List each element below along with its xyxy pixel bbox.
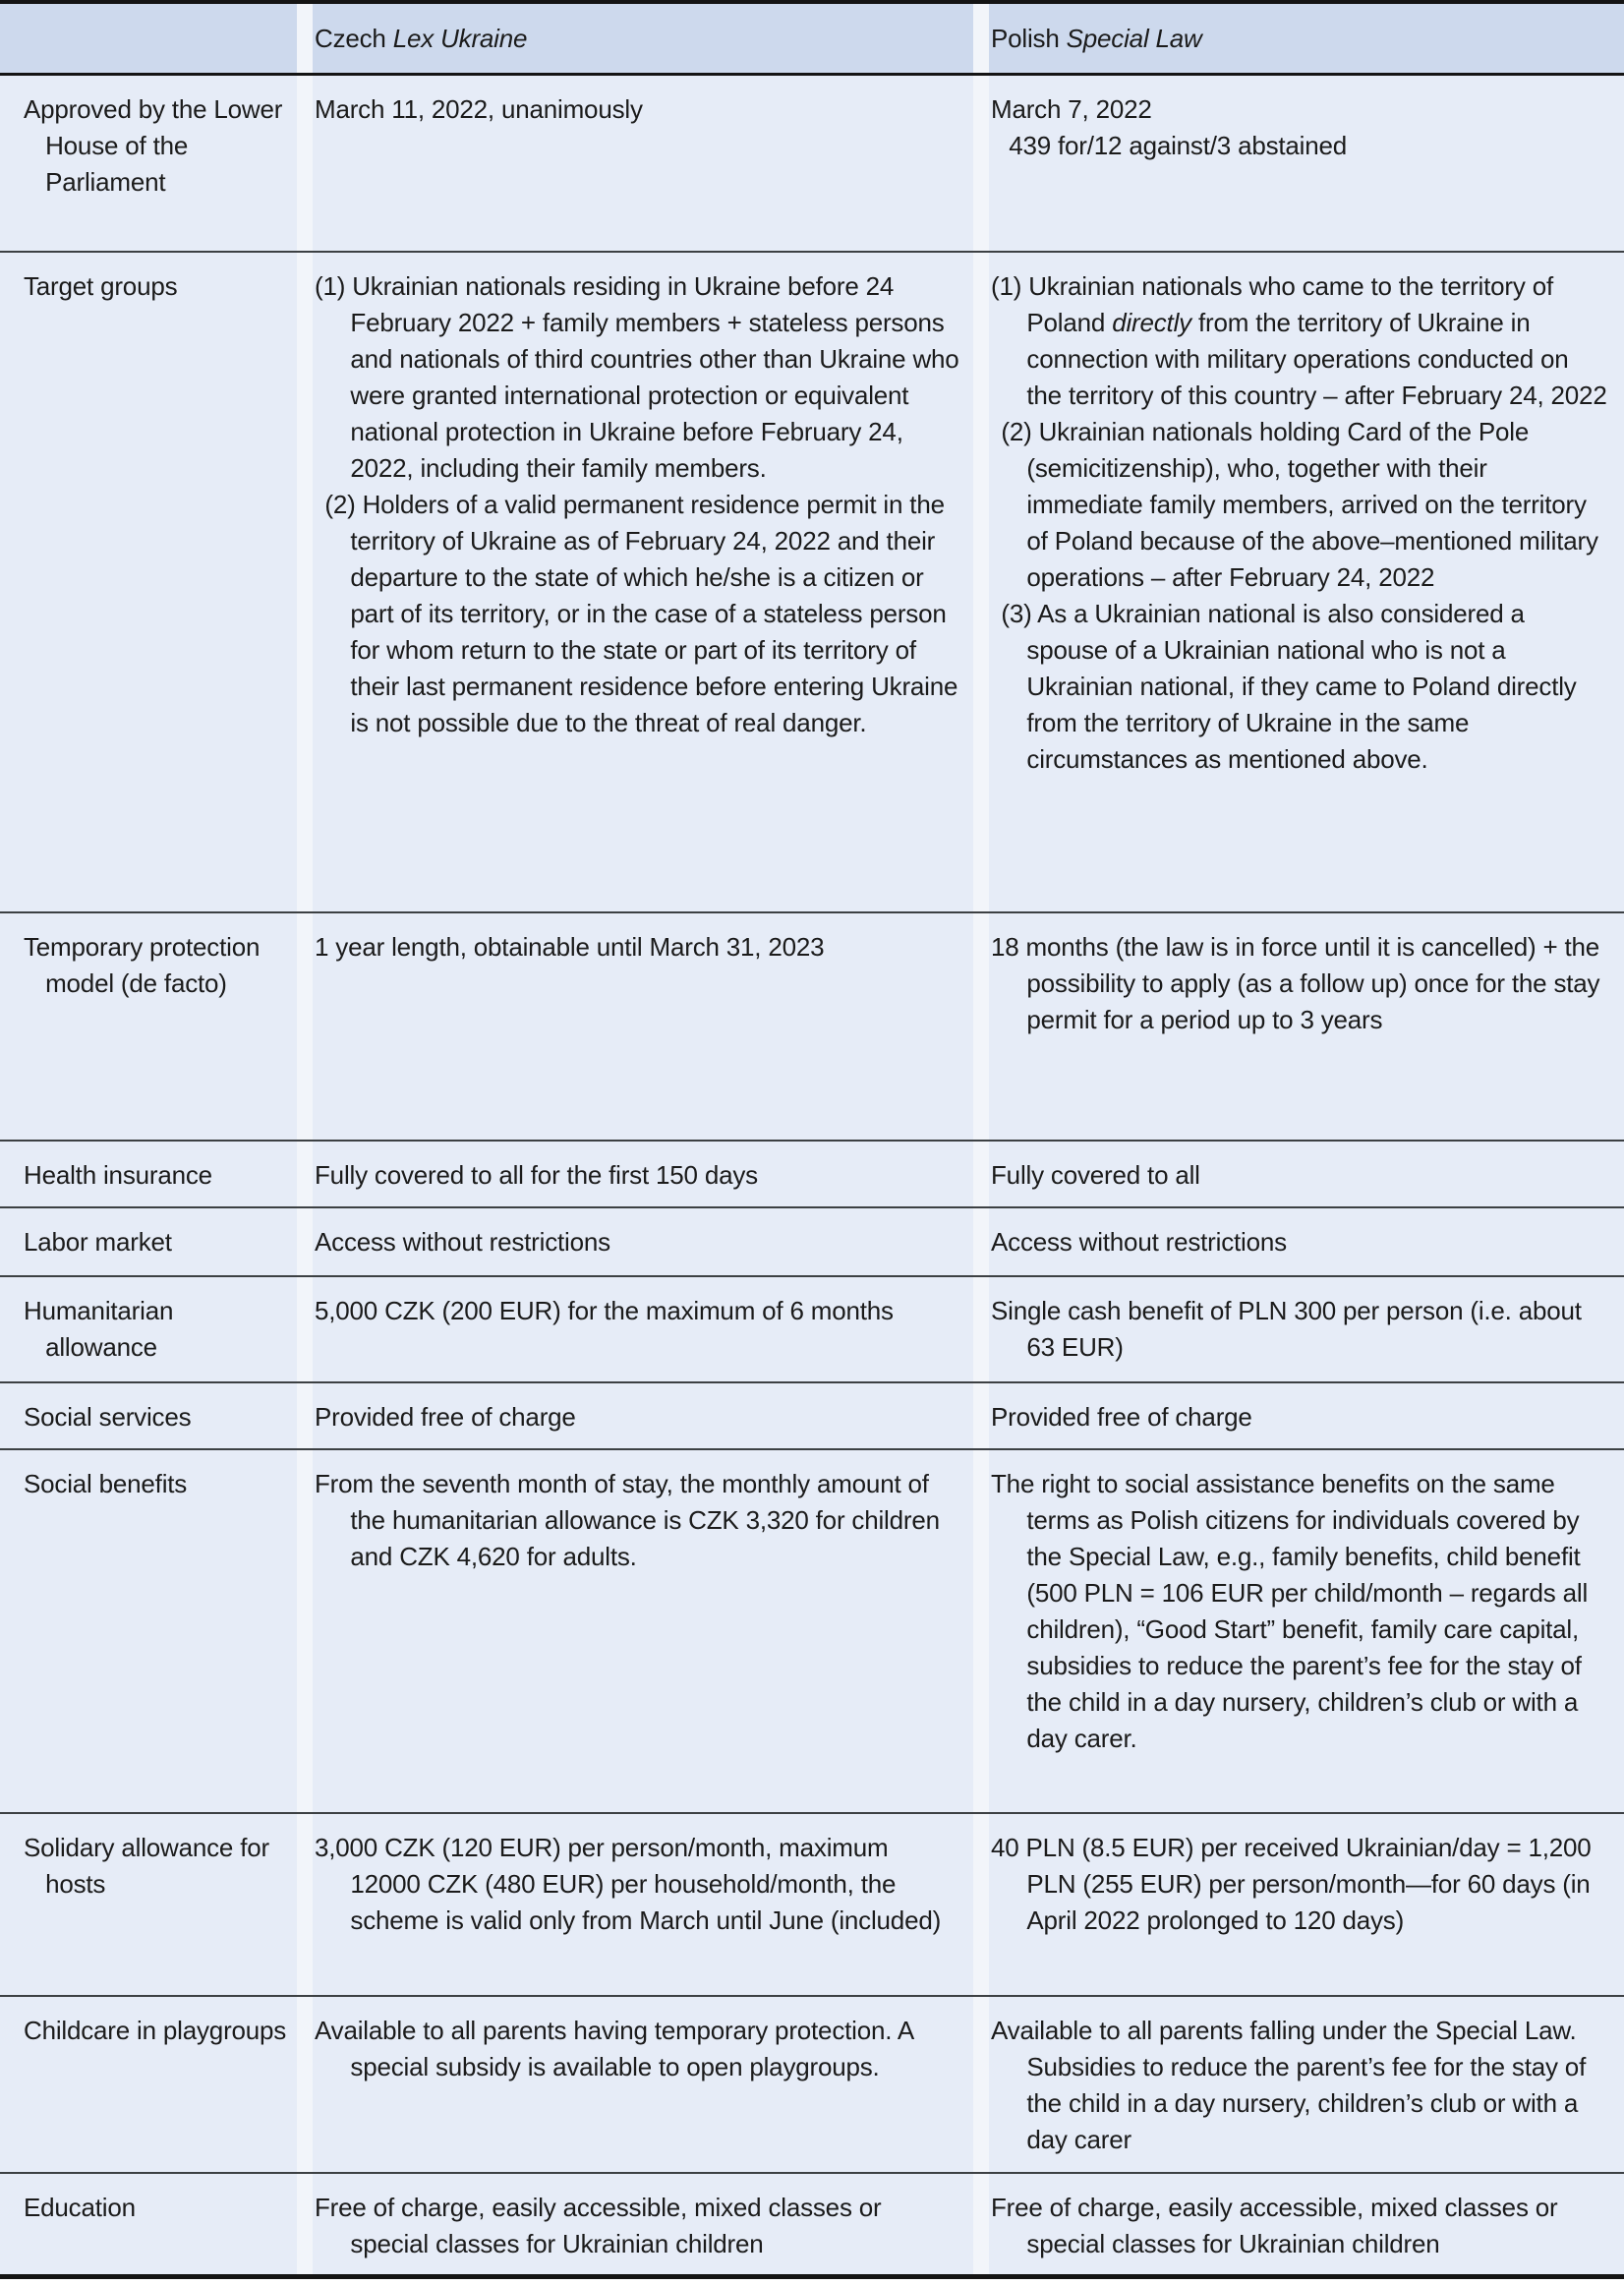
cell-paragraph <box>315 1293 959 1329</box>
cell-paragraph <box>315 1830 959 1939</box>
cell-paragraph <box>24 1830 289 1903</box>
text-segment: The right to social assistance benefits on the same terms as Polish citizens for individuals covered by the Special Law, e.g., family benefits, child benefit (500 PLN = 106 EUR per child/month – regards all children), “Good Start” benefit, family care capital, subsidies to reduce the parent’s fee for the stay of the child in a day nursery, children’s club or with a day carer. <box>991 1469 1589 1753</box>
polish-cell <box>989 76 1624 251</box>
header-cell-empty <box>0 4 297 73</box>
row-label-cell <box>0 1383 297 1448</box>
text-segment: Fully covered to all <box>991 1160 1200 1190</box>
header-cell-text <box>315 21 527 57</box>
cell-paragraph <box>315 91 959 128</box>
table-row <box>0 913 1624 1142</box>
text-segment: (1) Ukrainian nationals residing in Ukraine before 24 February 2022 + family members + stateless persons and nationals of third countries other than Ukraine who were granted international protection or equivalent national protection in Ukraine before February 24, 2022, including their family members. <box>315 271 959 483</box>
czech-cell <box>313 1142 973 1206</box>
table-row <box>0 1997 1624 2174</box>
table-row <box>0 1383 1624 1450</box>
cell-paragraph <box>315 1224 959 1260</box>
text-segment: From the seventh month of stay, the monthly amount of the humanitarian allowance is CZK 3,320 for children and CZK 4,620 for adults. <box>315 1469 940 1571</box>
text-segment: (1) Ukrainian nationals who came to the territory of Poland <box>991 271 1553 337</box>
text-segment: 40 PLN (8.5 EUR) per received Ukrainian/day = 1,200 PLN (255 EUR) per person/month—for 60 days (in April 2022 prolonged to 120 days) <box>991 1833 1592 1935</box>
table-row <box>0 1450 1624 1814</box>
header-cell-text <box>991 21 1202 57</box>
cell-paragraph <box>991 1830 1608 1939</box>
cell-paragraph <box>991 2190 1608 2262</box>
cell-paragraph <box>991 1399 1608 1435</box>
text-segment: Available to all parents falling under the Special Law. Subsidies to reduce the parent’s fee for the stay of the child in a day nursery, children’s club or with a day carer <box>991 2016 1587 2154</box>
polish-cell <box>989 1383 1624 1448</box>
text-segment: Provided free of charge <box>315 1402 576 1432</box>
cell-paragraph <box>24 91 289 201</box>
polish-cell <box>989 1997 1624 2172</box>
text-segment: March 7, 2022 <box>991 94 1152 124</box>
czech-cell <box>313 1277 973 1381</box>
row-label-cell <box>0 2174 297 2274</box>
cell-paragraph <box>991 414 1608 596</box>
table-row <box>0 2174 1624 2274</box>
cell-paragraph <box>991 128 1608 164</box>
table-header-row <box>0 4 1624 76</box>
text-segment: Czech <box>315 23 393 53</box>
czech-cell <box>313 1450 973 1812</box>
row-label-cell <box>0 1277 297 1381</box>
text-segment: Approved by the Lower House of the Parliament <box>24 94 283 197</box>
cell-paragraph <box>315 1466 959 1575</box>
cell-paragraph <box>991 268 1608 414</box>
cell-paragraph <box>24 2190 289 2226</box>
text-segment: Solidary allowance for hosts <box>24 1833 269 1899</box>
cell-paragraph <box>315 2013 959 2085</box>
czech-cell <box>313 2174 973 2274</box>
row-label-cell <box>0 1814 297 1995</box>
czech-cell <box>313 1383 973 1448</box>
table-row <box>0 76 1624 253</box>
row-label-cell <box>0 76 297 251</box>
table-row <box>0 1208 1624 1277</box>
text-segment: Fully covered to all for the first 150 days <box>315 1160 758 1190</box>
cell-paragraph <box>24 1293 289 1366</box>
text-segment: Labor market <box>24 1227 172 1257</box>
table-row <box>0 253 1624 913</box>
cell-paragraph <box>24 929 289 1002</box>
text-segment: Polish <box>991 23 1067 53</box>
cell-paragraph <box>991 1224 1608 1260</box>
text-segment: Single cash benefit of PLN 300 per person (i.e. about 63 EUR) <box>991 1296 1582 1362</box>
text-segment: Access without restrictions <box>315 1227 610 1257</box>
polish-cell <box>989 2174 1624 2274</box>
cell-paragraph <box>24 268 289 305</box>
text-segment: Humanitarian allowance <box>24 1296 174 1362</box>
text-segment: 439 for/12 against/3 abstained <box>1009 131 1348 160</box>
row-label-cell <box>0 1450 297 1812</box>
cell-paragraph <box>315 1157 959 1194</box>
text-segment: Social services <box>24 1402 192 1432</box>
text-segment: 18 months (the law is in force until it is cancelled) + the possibility to apply (as a follow up) once for the stay permit for a period up to 3 years <box>991 932 1600 1034</box>
cell-paragraph <box>24 1224 289 1260</box>
row-label-cell <box>0 253 297 911</box>
cell-paragraph <box>991 91 1608 128</box>
cell-paragraph <box>991 596 1608 778</box>
cell-paragraph <box>315 268 959 487</box>
text-segment: from the territory of Ukraine in connection with military operations conducted on the territory of this country – after February 24, 2022 <box>1026 308 1607 410</box>
text-segment: (2) Ukrainian nationals holding Card of the Pole (semicitizenship), who, together with their immediate family members, arrived on the territory of Poland because of the above–mentioned military operations – after February 24, 2022 <box>1001 417 1598 592</box>
text-segment: Social benefits <box>24 1469 188 1498</box>
czech-cell <box>313 1814 973 1995</box>
text-segment: Provided free of charge <box>991 1402 1252 1432</box>
polish-cell <box>989 913 1624 1140</box>
text-segment: March 11, 2022, unanimously <box>315 94 643 124</box>
italic-text: Lex Ukraine <box>392 23 528 53</box>
polish-cell <box>989 1208 1624 1275</box>
text-segment: (3) As a Ukrainian national is also considered a spouse of a Ukrainian national who is not a Ukrainian national, if they came to Poland directly from the territory of Ukraine in the same circumstances as mentioned above. <box>1001 599 1577 774</box>
polish-cell <box>989 1814 1624 1995</box>
row-label-cell <box>0 1208 297 1275</box>
czech-cell <box>313 253 973 911</box>
cell-paragraph <box>315 2190 959 2262</box>
text-segment: Access without restrictions <box>991 1227 1287 1257</box>
cell-paragraph <box>24 1466 289 1502</box>
table-row <box>0 1142 1624 1208</box>
cell-paragraph <box>991 2013 1608 2158</box>
row-label-cell <box>0 1142 297 1206</box>
text-segment: 5,000 CZK (200 EUR) for the maximum of 6 months <box>315 1296 894 1325</box>
cell-paragraph <box>24 2013 289 2049</box>
cell-paragraph <box>315 487 959 741</box>
table-body <box>0 76 1624 2274</box>
header-cell-polish <box>989 4 1624 73</box>
cell-paragraph <box>24 1399 289 1435</box>
text-segment: Available to all parents having temporary protection. A special subsidy is available to open playgroups. <box>315 2016 913 2081</box>
cell-paragraph <box>315 929 959 966</box>
polish-cell <box>989 1142 1624 1206</box>
text-segment: Childcare in playgroups <box>24 2016 287 2045</box>
text-segment: Free of charge, easily accessible, mixed classes or special classes for Ukrainian children <box>991 2193 1558 2258</box>
cell-paragraph <box>315 1399 959 1435</box>
cell-paragraph <box>24 1157 289 1194</box>
text-segment: 1 year length, obtainable until March 31, 2023 <box>315 932 825 962</box>
text-segment: (2) Holders of a valid permanent residence permit in the territory of Ukraine as of February 24, 2022 and their departure to the state of which he/she is a citizen or part of its territory, or in the case of a stateless person for whom return to the state or part of its territory of their last permanent residence before entering Ukraine is not possible due to the threat of real danger. <box>324 490 958 737</box>
row-label-cell <box>0 1997 297 2172</box>
cell-paragraph <box>991 1466 1608 1757</box>
czech-cell <box>313 1208 973 1275</box>
text-segment: 3,000 CZK (120 EUR) per person/month, maximum 12000 CZK (480 EUR) per household/month, the scheme is valid only from March until June (included) <box>315 1833 942 1935</box>
text-segment: Free of charge, easily accessible, mixed classes or special classes for Ukrainian children <box>315 2193 882 2258</box>
cell-paragraph <box>991 1293 1608 1366</box>
italic-text: directly <box>1112 308 1191 337</box>
polish-cell <box>989 1277 1624 1381</box>
czech-cell <box>313 913 973 1140</box>
table-row <box>0 1814 1624 1997</box>
text-segment: Target groups <box>24 271 178 301</box>
cell-paragraph <box>991 1157 1608 1194</box>
text-segment: Health insurance <box>24 1160 212 1190</box>
text-segment: Education <box>24 2193 136 2222</box>
text-segment: Temporary protection model (de facto) <box>24 932 261 998</box>
polish-cell <box>989 253 1624 911</box>
czech-cell <box>313 76 973 251</box>
header-cell-czech <box>313 4 973 73</box>
table-row <box>0 1277 1624 1383</box>
polish-cell <box>989 1450 1624 1812</box>
cell-paragraph <box>991 929 1608 1038</box>
italic-text: Special Law <box>1066 23 1202 53</box>
row-label-cell <box>0 913 297 1140</box>
czech-cell <box>313 1997 973 2172</box>
